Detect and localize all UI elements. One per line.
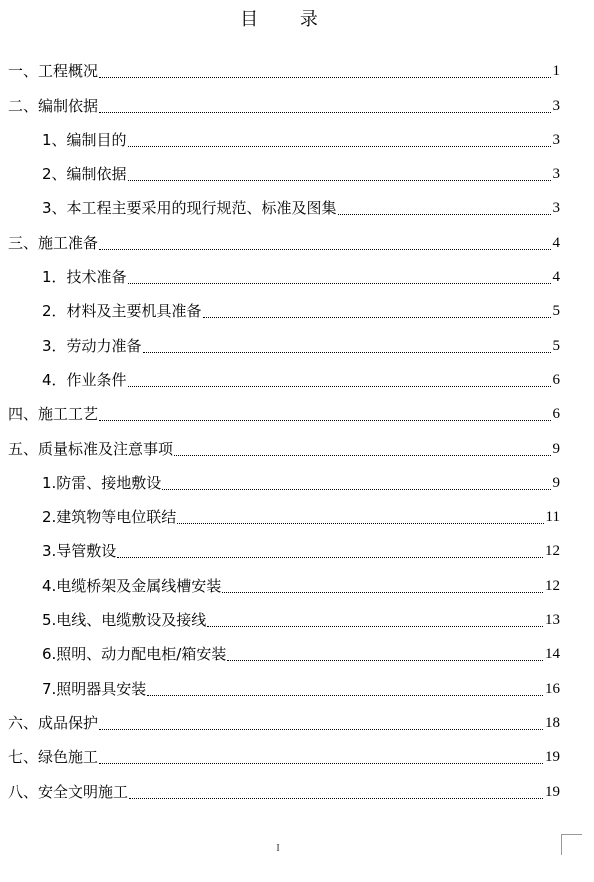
- toc-title: 目 录: [240, 9, 336, 30]
- toc-entry[interactable]: [8, 48, 560, 82]
- toc-entry-page: 1: [552, 63, 560, 80]
- toc-entry-page: 9: [552, 474, 560, 491]
- page-corner-crop-mark: [561, 834, 582, 855]
- toc-entry-text: 4.电缆桥架及金属线槽安装: [42, 576, 222, 595]
- toc-entry-text: 3．劳动力准备: [42, 336, 142, 355]
- toc-dot-leader: [177, 522, 543, 524]
- toc-dot-leader: [174, 454, 550, 456]
- toc-entry[interactable]: [8, 185, 560, 219]
- toc-entry-text: 五、质量标准及注意事项: [8, 439, 174, 458]
- toc-entry-page: 4: [552, 269, 560, 286]
- toc-entry-page: 13: [545, 612, 560, 629]
- toc-dot-leader: [338, 213, 551, 215]
- toc-entry-text: 1．技术准备: [42, 268, 127, 287]
- toc-entry-text: 八、安全文明施工: [8, 782, 129, 801]
- toc-dot-leader: [99, 248, 550, 250]
- toc-entry-text: 2、编制依据: [42, 165, 127, 184]
- toc-entry-page: 12: [545, 577, 560, 594]
- toc-entry[interactable]: [8, 219, 560, 253]
- toc-entry[interactable]: [8, 700, 560, 734]
- toc-entry[interactable]: [8, 494, 560, 528]
- toc-entry-text: 七、绿色施工: [8, 748, 99, 767]
- toc-entry-page: 6: [552, 371, 560, 388]
- toc-dot-leader: [147, 694, 543, 696]
- toc-entry-page: 19: [545, 749, 560, 766]
- toc-entry-text: 7.照明器具安装: [42, 679, 147, 698]
- toc-dot-leader: [99, 728, 543, 730]
- toc-entry[interactable]: [8, 460, 560, 494]
- toc-entry[interactable]: [8, 117, 560, 151]
- toc-dot-leader: [128, 385, 551, 387]
- toc-dot-leader: [117, 556, 543, 558]
- toc-entry-text: 4．作业条件: [42, 370, 127, 389]
- toc-list: [8, 48, 560, 803]
- toc-entry-page: 12: [545, 543, 560, 560]
- toc-entry-text: 1.防雷、接地敷设: [42, 473, 162, 492]
- toc-entry-text: 2．材料及主要机具准备: [42, 302, 202, 321]
- toc-entry-page: 4: [552, 234, 560, 251]
- toc-entry-page: 18: [545, 714, 560, 731]
- toc-entry-page: 11: [545, 509, 560, 526]
- toc-entry[interactable]: [8, 322, 560, 356]
- toc-dot-leader: [128, 145, 551, 147]
- toc-entry-text: 3、本工程主要采用的现行规范、标准及图集: [42, 199, 337, 218]
- toc-entry-text: 1、编制目的: [42, 130, 127, 149]
- toc-dot-leader: [99, 419, 550, 421]
- page-number-footer: I: [276, 843, 280, 854]
- toc-entry[interactable]: [8, 665, 560, 699]
- toc-dot-leader: [128, 282, 551, 284]
- toc-entry-page: 19: [545, 783, 560, 800]
- toc-dot-leader: [162, 488, 550, 490]
- toc-entry[interactable]: [8, 425, 560, 459]
- toc-entry[interactable]: [8, 768, 560, 802]
- toc-entry-page: 16: [545, 680, 560, 697]
- toc-dot-leader: [99, 762, 543, 764]
- toc-entry-text: 2.建筑物等电位联结: [42, 508, 177, 527]
- toc-entry[interactable]: [8, 288, 560, 322]
- toc-entry-page: 3: [552, 166, 560, 183]
- toc-entry[interactable]: [8, 82, 560, 116]
- toc-dot-leader: [203, 316, 551, 318]
- toc-dot-leader: [129, 797, 543, 799]
- toc-entry-page: 5: [552, 303, 560, 320]
- toc-entry[interactable]: [8, 151, 560, 185]
- toc-entry-page: 3: [552, 97, 560, 114]
- toc-entry[interactable]: [8, 357, 560, 391]
- toc-entry[interactable]: [8, 562, 560, 596]
- toc-entry-text: 5.电线、电缆敷设及接线: [42, 611, 207, 630]
- toc-entry-page: 9: [552, 440, 560, 457]
- toc-entry[interactable]: [8, 528, 560, 562]
- toc-dot-leader: [207, 625, 543, 627]
- toc-entry-text: 6.照明、动力配电柜/箱安装: [42, 645, 227, 664]
- toc-dot-leader: [227, 659, 543, 661]
- toc-dot-leader: [99, 76, 550, 78]
- toc-entry-text: 二、编制依据: [8, 96, 99, 115]
- toc-entry[interactable]: [8, 734, 560, 768]
- toc-entry-text: 一、工程概况: [8, 62, 99, 81]
- toc-entry-page: 3: [552, 200, 560, 217]
- toc-entry-page: 5: [552, 337, 560, 354]
- toc-dot-leader: [143, 351, 551, 353]
- toc-entry[interactable]: [8, 597, 560, 631]
- toc-entry-text: 三、施工准备: [8, 233, 99, 252]
- toc-entry[interactable]: [8, 631, 560, 665]
- toc-entry-page: 3: [552, 131, 560, 148]
- toc-dot-leader: [128, 179, 551, 181]
- toc-entry[interactable]: [8, 254, 560, 288]
- toc-entry-page: 14: [545, 646, 560, 663]
- toc-entry-text: 四、施工工艺: [8, 405, 99, 424]
- toc-entry[interactable]: [8, 391, 560, 425]
- toc-entry-text: 3.导管敷设: [42, 542, 117, 561]
- toc-dot-leader: [222, 591, 543, 593]
- toc-entry-page: 6: [552, 406, 560, 423]
- toc-entry-text: 六、成品保护: [8, 713, 99, 732]
- toc-dot-leader: [99, 111, 550, 113]
